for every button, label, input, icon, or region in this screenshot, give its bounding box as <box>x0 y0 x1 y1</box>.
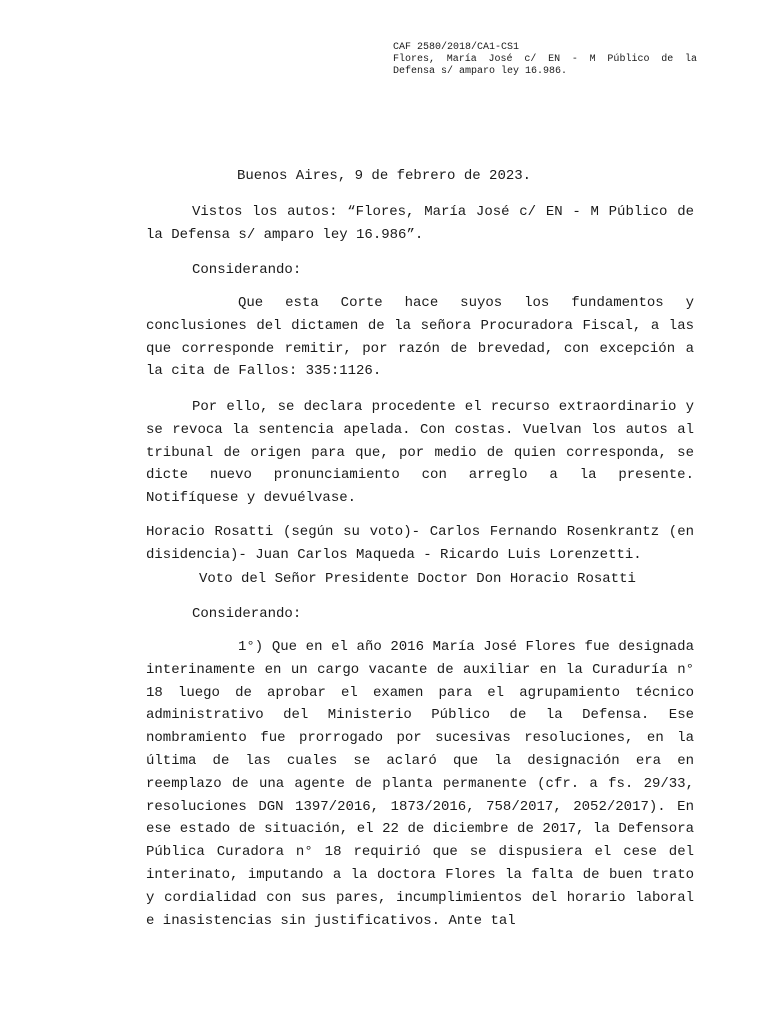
por-ello-paragraph: Por ello, se declara procedente el recurso extraordinario y se revoca la sentencia apelada. Con costas. Vuelvan los autos al tribunal de origen para que, por medio de quien corresponda, se dicte nuevo pronunciamiento con arreglo a la presente. Notifíquese y devuélvase. <box>146 399 694 507</box>
que-paragraph: Que esta Corte hace suyos los fundamentos y conclusiones del dictamen de la señora Procuradora Fiscal, a las que corresponde remitir, por razón de brevedad, con excepción a la cita de Fallos: 335:1126. <box>146 295 694 380</box>
considerando-heading-2: Considerando: <box>192 606 302 622</box>
vistos-paragraph: Vistos los autos: “Flores, María José c/ EN - M Público de la Defensa s/ amparo ley 16.986”. <box>146 204 694 243</box>
signatories-line: Horacio Rosatti (según su voto)- Carlos Fernando Rosenkrantz (en disidencia)- Juan Carlos Maqueda - Ricardo Luis Lorenzetti. <box>146 524 694 563</box>
date-line: Buenos Aires, 9 de febrero de 2023. <box>237 168 532 184</box>
case-caption-line-1: Flores, María José c/ EN - M Público de la <box>393 54 697 65</box>
case-caption-line-2: Defensa s/ amparo ley 16.986. <box>393 66 568 77</box>
case-number: CAF 2580/2018/CA1-CS1 <box>393 42 520 53</box>
case-header <box>393 42 697 78</box>
considerando-heading-1: Considerando: <box>192 262 302 278</box>
voto-title: Voto del Señor Presidente Doctor Don Horacio Rosatti <box>199 571 636 587</box>
primero-paragraph: 1°) Que en el año 2016 María José Flores fue designada interinamente en un cargo vacante de auxiliar en la Curaduría n° 18 luego de aprobar el examen para el agrupamiento técnico administrativo del Ministerio Público de la Defensa. Ese nombramiento fue prorrogado por sucesivas resoluciones, en la última de las cuales se aclaró que la designación era en reemplazo de una agente de planta permanente (cfr. a fs. 29/33, resoluciones DGN 1397/2016, 1873/2016, 758/2017, 2052/2017). En ese estado de situación, el 22 de diciembre de 2017, la Defensora Pública Curadora n° 18 requirió que se dispusiera el cese del interinato, imputando a la doctora Flores la falta de buen trato y cordialidad con sus pares, incumplimientos del horario laboral e inasistencias sin justificativos. Ante tal <box>146 639 694 929</box>
